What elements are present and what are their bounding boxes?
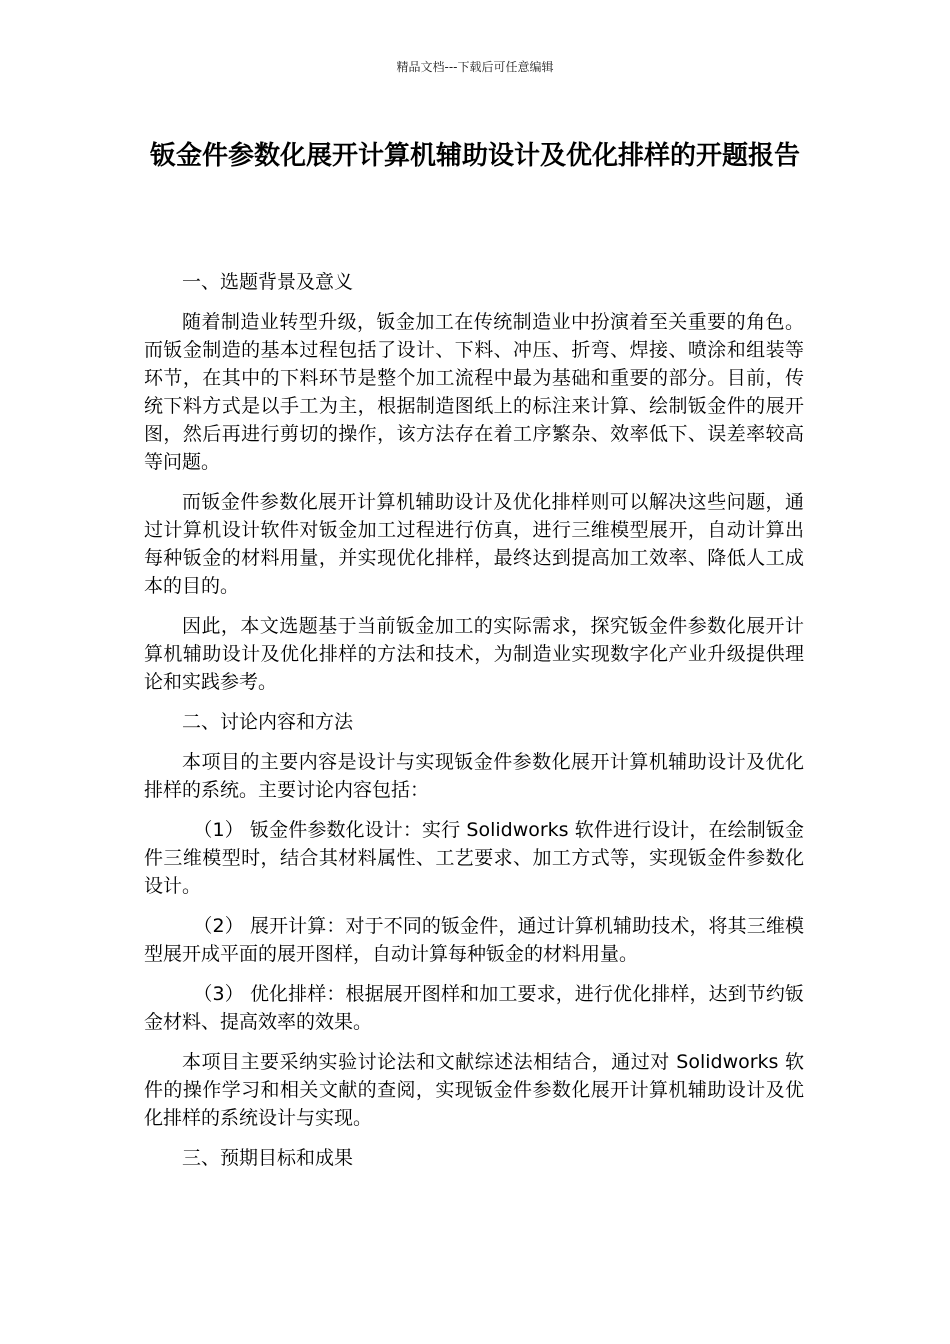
paragraph-methods: 本项目主要采纳实验讨论法和文献综述法相结合，通过对 Solidworks 软件的操作学习和相关文献的查阅，实现钣金件参数化展开计算机辅助设计及优化排样的系统设计与实现。 <box>144 1051 804 1129</box>
list-item-optimized-nesting: （3） 优化排样：根据展开图样和加工要求，进行优化排样，达到节约钣金材料、提高效率的效果。 <box>144 983 804 1033</box>
document-title: 钣金件参数化展开计算机辅助设计及优化排样的开题报告 <box>149 141 800 171</box>
list-item-parametric-design: （1） 钣金件参数化设计：实行 Solidworks 软件进行设计，在绘制钣金件三维模型时，结合其材料属性、工艺要求、加工方式等，实现钣金件参数化设计。 <box>144 819 804 897</box>
paragraph-background-1: 随着制造业转型升级，钣金加工在传统制造业中扮演着至关重要的角色。而钣金制造的基本过程包括了设计、下料、冲压、折弯、焊接、喷涂和组装等环节，在其中的下料环节是整个加工流程中最为基础和重要的部分。目前，传统下料方式是以手工为主，根据制造图纸上的标注来计算、绘制钣金件的展开图，然后再进行剪切的操作，该方法存在着工序繁杂、效率低下、误差率较高等问题。 <box>144 311 804 473</box>
paragraph-background-2: 而钣金件参数化展开计算机辅助设计及优化排样则可以解决这些问题，通过计算机设计软件对钣金加工过程进行仿真，进行三维模型展开，自动计算出每种钣金的材料用量，并实现优化排样，最终达到提高加工效率、降低人工成本的目的。 <box>144 491 804 597</box>
list-item-unfold-calculation: （2） 展开计算：对于不同的钣金件，通过计算机辅助技术，将其三维模型展开成平面的展开图样，自动计算每种钣金的材料用量。 <box>144 915 804 965</box>
document-body <box>144 268 804 1184</box>
section-heading-background: 一、选题背景及意义 <box>182 271 354 293</box>
paragraph-content-intro: 本项目的主要内容是设计与实现钣金件参数化展开计算机辅助设计及优化排样的系统。主要讨论内容包括： <box>144 751 804 801</box>
section-heading-goals: 三、预期目标和成果 <box>182 1147 354 1169</box>
page-header-note: 精品文档---下载后可任意编辑 <box>396 60 554 74</box>
paragraph-background-3: 因此，本文选题基于当前钣金加工的实际需求，探究钣金件参数化展开计算机辅助设计及优化排样的方法和技术，为制造业实现数字化产业升级提供理论和实践参考。 <box>144 615 804 693</box>
section-heading-content-methods: 二、讨论内容和方法 <box>182 711 354 733</box>
